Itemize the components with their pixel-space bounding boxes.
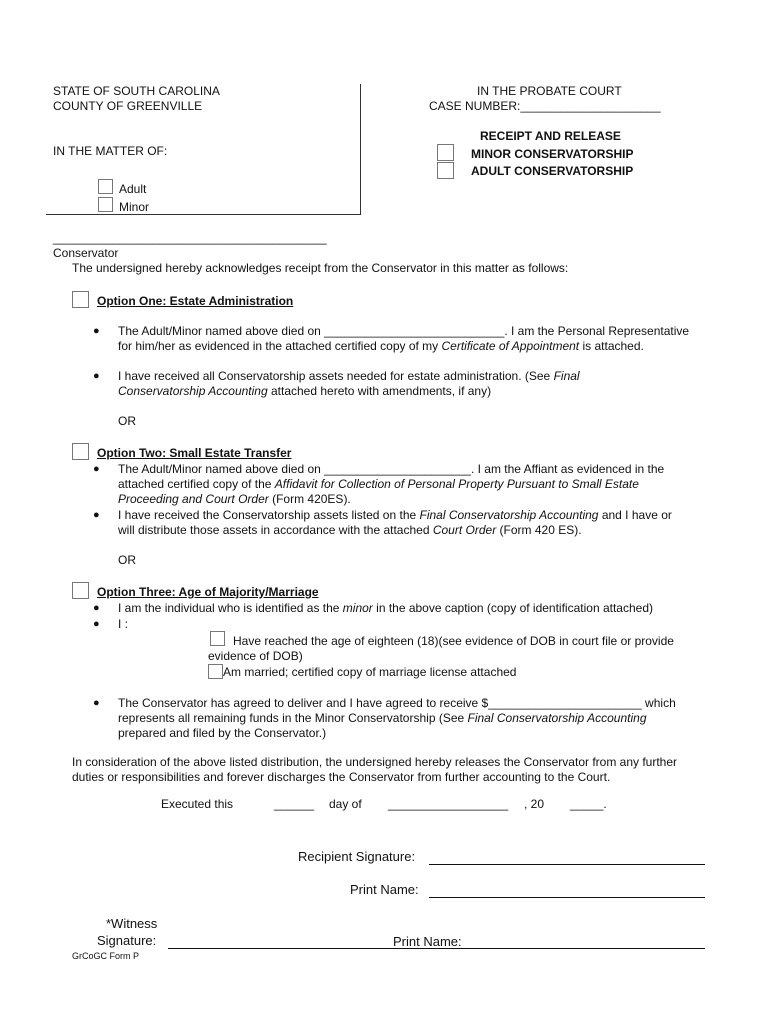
option-three-checkbox[interactable] bbox=[72, 582, 89, 599]
print-name-line[interactable] bbox=[429, 897, 705, 898]
form-title: RECEIPT AND RELEASE bbox=[480, 129, 621, 143]
county-heading: COUNTY OF GREENVILLE bbox=[53, 99, 203, 113]
case-number-field[interactable]: CASE NUMBER:_____________________ bbox=[429, 99, 661, 113]
bullet: ● bbox=[93, 325, 100, 337]
option-one-checkbox[interactable] bbox=[72, 291, 89, 308]
intro-text: The undersigned hereby acknowledges receipt from the Conservator in this matter as follows: bbox=[72, 261, 569, 275]
married-label: Am married; certified copy of marriage license attached bbox=[223, 665, 517, 679]
option-two-title: Option Two: Small Estate Transfer bbox=[97, 446, 292, 460]
release-paragraph: In consideration of the above listed distribution, the undersigned hereby releases the Conservator from any further duties or responsibilities and forever discharges the Conservator from further accounting to the Court. bbox=[72, 755, 678, 784]
witness-signature-label: Signature: bbox=[97, 933, 157, 948]
executed-label: Executed this bbox=[161, 797, 234, 811]
conservator-label: Conservator bbox=[53, 246, 119, 260]
month-blank[interactable]: __________________ bbox=[388, 797, 509, 811]
option-three-bullet-3: The Conservator has agreed to deliver and I have agreed to receive $_______________________ which represents all remaining funds in the Minor Conservatorship (See Final Conservatorship Accounting prepared and filed by the Conservator.) bbox=[118, 696, 676, 740]
option-three-title: Option Three: Age of Majority/Marriage bbox=[97, 585, 319, 599]
bullet: ● bbox=[93, 463, 100, 475]
caption-divider-vertical bbox=[360, 84, 361, 215]
option-two-checkbox[interactable] bbox=[72, 443, 89, 460]
year-blank[interactable]: _____. bbox=[570, 797, 607, 811]
option-three-bullet-1: I am the individual who is identified as the minor in the above caption (copy of identification attached) bbox=[118, 601, 653, 615]
caption-divider-horizontal bbox=[46, 214, 361, 215]
or-separator-1: OR bbox=[118, 414, 136, 428]
or-separator-2: OR bbox=[118, 553, 136, 567]
option-one-title: Option One: Estate Administration bbox=[97, 294, 294, 308]
recipient-signature-label: Recipient Signature: bbox=[298, 849, 416, 864]
married-checkbox[interactable] bbox=[208, 664, 223, 679]
minor-label: Minor bbox=[119, 200, 150, 214]
state-heading: STATE OF SOUTH CAROLINA bbox=[53, 84, 220, 98]
court-heading: IN THE PROBATE COURT bbox=[477, 84, 622, 98]
option-three-bullet-2: I : bbox=[118, 617, 129, 631]
form-footer: GrCoGC Form P bbox=[72, 951, 140, 961]
witness-label: *Witness bbox=[106, 916, 158, 931]
bullet: ● bbox=[93, 370, 100, 382]
adult-conservatorship-label: ADULT CONSERVATORSHIP bbox=[471, 164, 634, 178]
minor-conservatorship-checkbox[interactable] bbox=[437, 144, 454, 161]
adult-checkbox[interactable] bbox=[98, 179, 113, 194]
recipient-signature-line[interactable] bbox=[429, 864, 705, 865]
conservator-name-line[interactable]: _________________________________________ bbox=[53, 231, 327, 245]
option-one-bullet-1: The Adult/Minor named above died on ___________________________. I am the Personal Representative for him/her as evidenced in the attached certified copy of my Certificate of Appointment is attached. bbox=[118, 324, 690, 353]
bullet: ● bbox=[93, 618, 100, 630]
matter-label: IN THE MATTER OF: bbox=[53, 144, 168, 158]
option-one-bullet-2: I have received all Conservatorship assets needed for estate administration. (See Final Conservatorship Accounting attached hereto with amendments, if any) bbox=[118, 369, 580, 398]
year-prefix: , 20 bbox=[524, 797, 545, 811]
adult-conservatorship-checkbox[interactable] bbox=[437, 162, 454, 179]
adult-label: Adult bbox=[119, 182, 147, 196]
witness-print-name-label: Print Name: bbox=[393, 934, 462, 949]
option-two-bullet-2: I have received the Conservatorship assets listed on the Final Conservatorship Accounting and I have or will distribute those assets in accordance with the attached Court Order (Form 420 ES). bbox=[118, 508, 672, 537]
option-two-bullet-1: The Adult/Minor named above died on ______________________. I am the Affiant as evidenced in the attached certified copy of the Affidavit for Collection of Personal Property Pursuant to Small Estate Proceeding and Court Order (Form 420ES). bbox=[118, 462, 665, 506]
minor-conservatorship-label: MINOR CONSERVATORSHIP bbox=[471, 147, 634, 161]
print-name-label: Print Name: bbox=[350, 882, 419, 897]
minor-checkbox[interactable] bbox=[98, 197, 113, 212]
day-blank[interactable]: ______ bbox=[274, 797, 315, 811]
bullet: ● bbox=[93, 697, 100, 709]
bullet: ● bbox=[93, 602, 100, 614]
age-eighteen-label: Have reached the age of eighteen (18)(see evidence of DOB in court file or provide evidence of DOB) bbox=[208, 634, 674, 663]
day-of-label: day of bbox=[329, 797, 362, 811]
bullet: ● bbox=[93, 509, 100, 521]
